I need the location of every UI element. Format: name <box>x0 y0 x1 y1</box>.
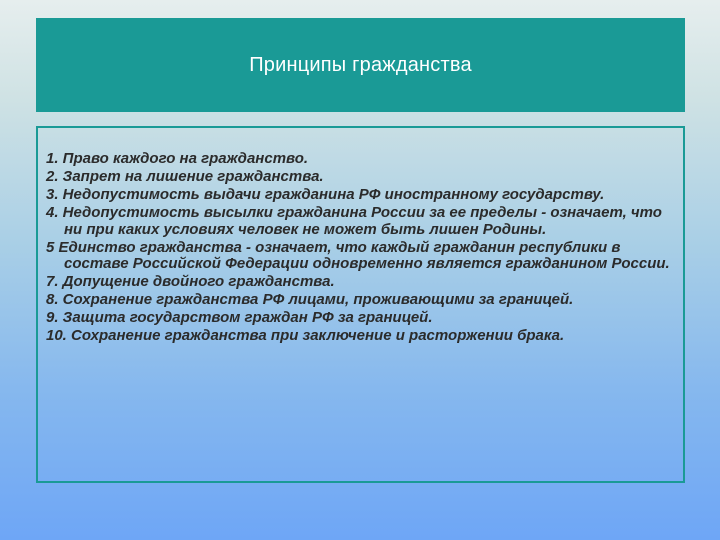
title-banner <box>36 18 685 112</box>
principle-item-1: 1. Право каждого на гражданство. <box>46 150 309 167</box>
principle-item-8: 8. Сохранение гражданства РФ лицами, проживающими за границей. <box>46 291 574 308</box>
principle-item-10: 10. Сохранение гражданства при заключение и расторжении брака. <box>46 327 565 344</box>
principle-item-2: 2. Запрет на лишение гражданства. <box>46 168 324 185</box>
slide-title: Принципы гражданства <box>249 53 472 76</box>
principles-box <box>36 126 685 483</box>
principle-item-7: 7. Допущение двойного гражданства. <box>46 273 335 290</box>
principle-item-4: 4. Недопустимость высылки гражданина России за ее пределы - означает, что ни при каких условиях человек не может быть лишен Родины. <box>46 204 662 238</box>
principle-item-5: 5 Единство гражданства - означает, что каждый гражданин республики в составе Российской Федерации одновременно является гражданином России. <box>46 238 670 272</box>
principle-item-3: 3. Недопустимость выдачи гражданина РФ иностранному государству. <box>46 186 605 203</box>
principles-list <box>46 151 682 346</box>
principle-item-9: 9. Защита государством граждан РФ за границей. <box>46 309 433 326</box>
